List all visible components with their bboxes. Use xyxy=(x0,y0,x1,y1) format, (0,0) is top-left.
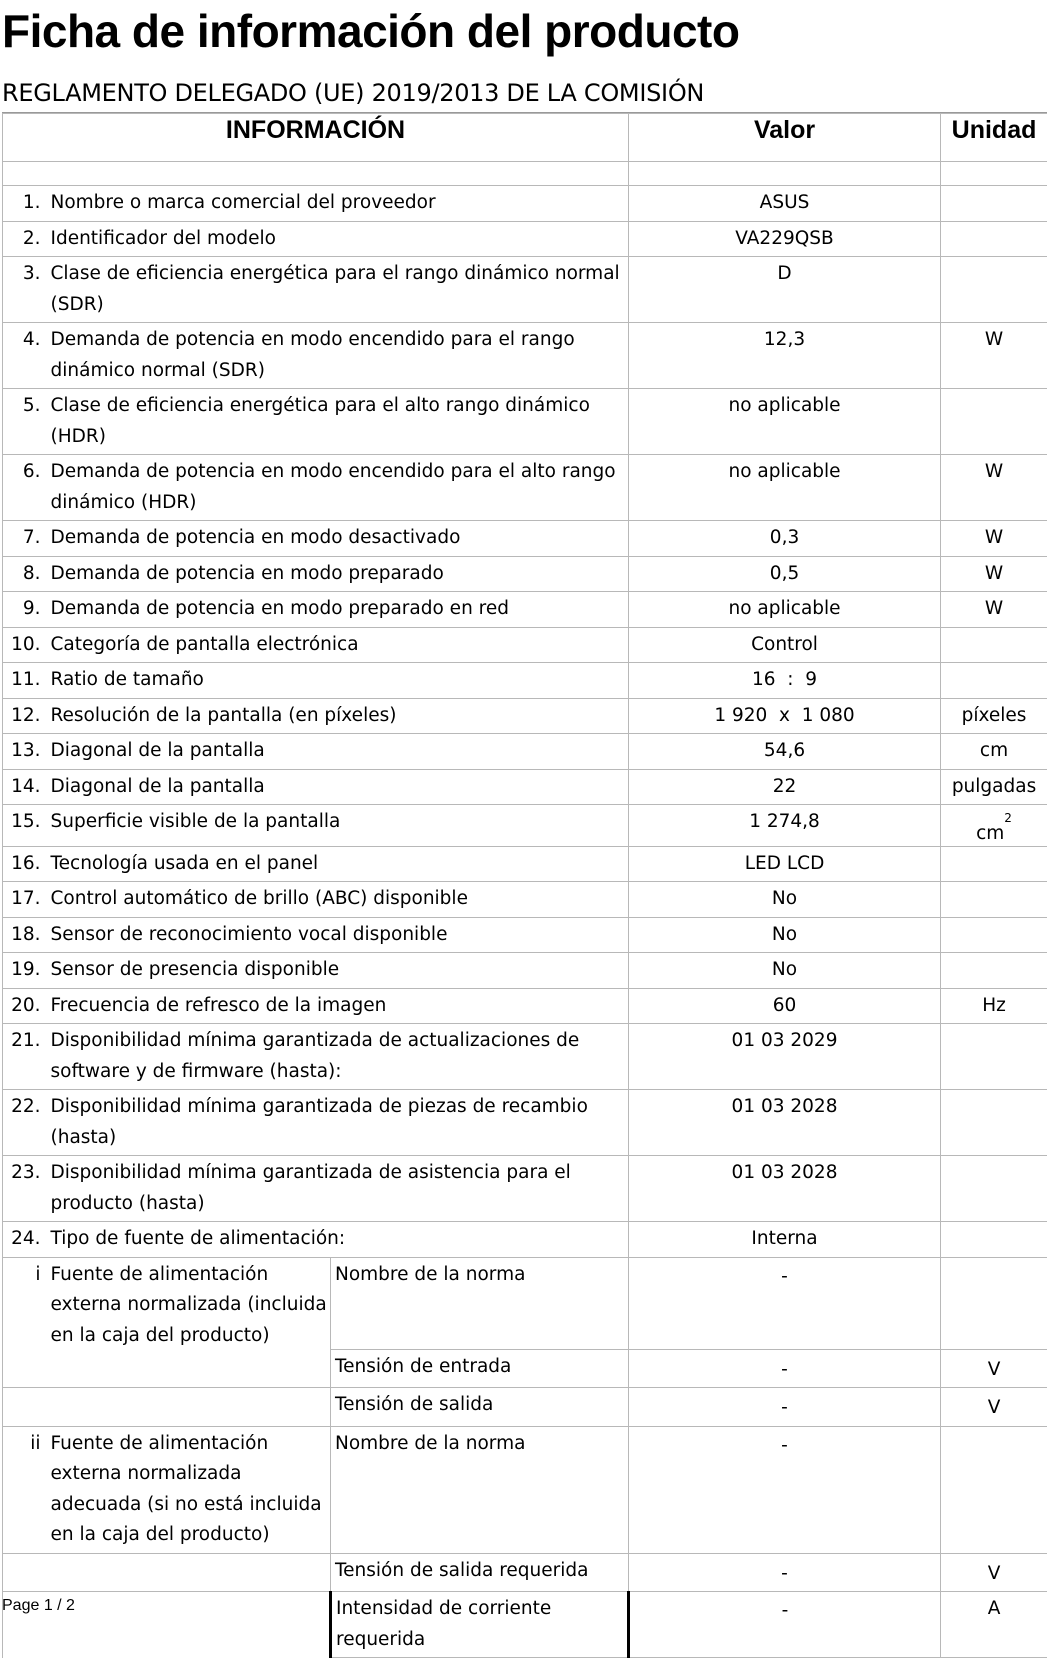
row-value: 54,6 xyxy=(629,734,941,770)
row-number: 4. xyxy=(3,323,51,389)
ps-i-row-unit: V xyxy=(941,1349,1047,1388)
row-value: Interna xyxy=(629,1222,941,1258)
row-unit xyxy=(941,221,1047,257)
row-unit xyxy=(941,1024,1047,1090)
page-footer: Page 1 / 2 xyxy=(2,1597,75,1615)
row-number: 12. xyxy=(3,698,51,734)
row-value: no aplicable xyxy=(629,455,941,521)
row-label: Demanda de potencia en modo preparado xyxy=(51,556,629,592)
table-row xyxy=(3,221,1047,257)
row-number: 10. xyxy=(3,627,51,663)
table-row xyxy=(3,257,1047,323)
table-row xyxy=(3,592,1047,628)
row-unit xyxy=(941,627,1047,663)
row-unit xyxy=(941,257,1047,323)
table-row xyxy=(3,186,1047,222)
row-value: Control xyxy=(629,627,941,663)
table-row xyxy=(3,455,1047,521)
row-unit xyxy=(941,1156,1047,1222)
empty-cell xyxy=(3,1388,331,1427)
row-value: ASUS xyxy=(629,186,941,222)
table-row xyxy=(3,988,1047,1024)
spacer-cell xyxy=(3,162,629,186)
header-unidad: Unidad xyxy=(941,114,1047,162)
row-value: 0,3 xyxy=(629,521,941,557)
row-unit: píxeles xyxy=(941,698,1047,734)
row-unit xyxy=(941,1222,1047,1258)
row-value: no aplicable xyxy=(629,389,941,455)
row-value: 01 03 2028 xyxy=(629,1090,941,1156)
row-unit: W xyxy=(941,556,1047,592)
table-row xyxy=(3,1388,1047,1427)
row-number: 15. xyxy=(3,805,51,847)
row-label: Demanda de potencia en modo desactivado xyxy=(51,521,629,557)
table-row xyxy=(3,521,1047,557)
table-row xyxy=(3,846,1047,882)
ps-i-row-value: - xyxy=(629,1388,941,1427)
table-row xyxy=(3,627,1047,663)
row-value: no aplicable xyxy=(629,592,941,628)
row-label: Clase de eficiencia energética para el rango dinámico normal (SDR) xyxy=(51,257,629,323)
row-value: D xyxy=(629,257,941,323)
table-header-row xyxy=(3,114,1047,162)
row-unit xyxy=(941,389,1047,455)
row-value: 22 xyxy=(629,769,941,805)
header-valor: Valor xyxy=(629,114,941,162)
ps-i-row-label: Nombre de la norma xyxy=(331,1257,629,1349)
row-unit xyxy=(941,186,1047,222)
row-label: Ratio de tamaño xyxy=(51,663,629,699)
table-row xyxy=(3,556,1047,592)
table-row xyxy=(3,698,1047,734)
table-row xyxy=(3,953,1047,989)
table-row xyxy=(3,1553,1047,1592)
table-row xyxy=(3,1426,1047,1553)
table-row xyxy=(3,1257,1047,1349)
row-value: VA229QSB xyxy=(629,221,941,257)
table-row xyxy=(3,1592,1047,1658)
row-number: 24. xyxy=(3,1222,51,1258)
row-unit xyxy=(941,882,1047,918)
row-unit: W xyxy=(941,592,1047,628)
ps-i-row-label: Tensión de entrada xyxy=(331,1349,629,1388)
row-value: 01 03 2029 xyxy=(629,1024,941,1090)
row-number: 7. xyxy=(3,521,51,557)
header-informacion: INFORMACIÓN xyxy=(3,114,629,162)
row-label: Sensor de reconocimiento vocal disponible xyxy=(51,917,629,953)
table-row xyxy=(3,805,1047,847)
row-number: 16. xyxy=(3,846,51,882)
row-value: LED LCD xyxy=(629,846,941,882)
table-row xyxy=(3,769,1047,805)
row-number: 3. xyxy=(3,257,51,323)
row-unit: W xyxy=(941,521,1047,557)
row-unit xyxy=(941,1090,1047,1156)
ps-ii-number: ii xyxy=(3,1426,51,1553)
ps-ii-label: Fuente de alimentación externa normalizada adecuada (si no está incluida en la caja del producto) xyxy=(51,1426,331,1553)
row-label: Nombre o marca comercial del proveedor xyxy=(51,186,629,222)
row-number: 19. xyxy=(3,953,51,989)
row-number: 6. xyxy=(3,455,51,521)
row-value: 01 03 2028 xyxy=(629,1156,941,1222)
ps-i-label: Fuente de alimentación externa normalizada (incluida en la caja del producto) xyxy=(51,1257,331,1388)
row-unit: pulgadas xyxy=(941,769,1047,805)
page-subtitle: REGLAMENTO DELEGADO (UE) 2019/2013 DE LA COMISIÓN xyxy=(2,76,704,110)
ps-i-row-unit: V xyxy=(941,1388,1047,1427)
ps-i-number: i xyxy=(3,1257,51,1388)
ps-i-row-label: Tensión de salida xyxy=(331,1388,629,1427)
row-label: Control automático de brillo (ABC) disponible xyxy=(51,882,629,918)
row-label: Disponibilidad mínima garantizada de actualizaciones de software y de firmware (hasta): xyxy=(51,1024,629,1090)
ps-i-row-unit xyxy=(941,1257,1047,1349)
row-unit-superscript: 2 xyxy=(1004,811,1012,825)
spacer-cell xyxy=(941,162,1047,186)
page-title: Ficha de información del producto xyxy=(2,0,739,62)
ps-ii-row-unit xyxy=(941,1426,1047,1553)
row-unit xyxy=(941,917,1047,953)
ps-i-row-value: - xyxy=(629,1349,941,1388)
table-row xyxy=(3,917,1047,953)
row-label: Diagonal de la pantalla xyxy=(51,734,629,770)
table-row xyxy=(3,323,1047,389)
row-number: 5. xyxy=(3,389,51,455)
table-row xyxy=(3,882,1047,918)
row-label: Sensor de presencia disponible xyxy=(51,953,629,989)
row-label: Identificador del modelo xyxy=(51,221,629,257)
row-unit-base: cm xyxy=(976,823,1004,844)
row-value: No xyxy=(629,882,941,918)
row-number: 13. xyxy=(3,734,51,770)
row-unit xyxy=(941,953,1047,989)
row-label: Disponibilidad mínima garantizada de piezas de recambio (hasta) xyxy=(51,1090,629,1156)
product-info-table xyxy=(2,113,1047,1658)
row-number: 20. xyxy=(3,988,51,1024)
row-label: Demanda de potencia en modo encendido para el alto rango dinámico (HDR) xyxy=(51,455,629,521)
row-value: No xyxy=(629,917,941,953)
row-number: 18. xyxy=(3,917,51,953)
row-value: 12,3 xyxy=(629,323,941,389)
row-number: 9. xyxy=(3,592,51,628)
row-unit: W xyxy=(941,455,1047,521)
ps-ii-row-value: - xyxy=(629,1592,941,1658)
row-unit xyxy=(941,663,1047,699)
row-number: 21. xyxy=(3,1024,51,1090)
main-rows xyxy=(3,186,1047,1258)
row-label: Frecuencia de refresco de la imagen xyxy=(51,988,629,1024)
empty-cell xyxy=(3,1553,331,1592)
row-label: Clase de eficiencia energética para el alto rango dinámico (HDR) xyxy=(51,389,629,455)
row-number: 8. xyxy=(3,556,51,592)
row-number: 14. xyxy=(3,769,51,805)
row-value: 0,5 xyxy=(629,556,941,592)
table-row xyxy=(3,1024,1047,1090)
row-number: 23. xyxy=(3,1156,51,1222)
row-number: 1. xyxy=(3,186,51,222)
row-label: Categoría de pantalla electrónica xyxy=(51,627,629,663)
row-label: Superficie visible de la pantalla xyxy=(51,805,629,847)
row-unit xyxy=(941,846,1047,882)
row-value: 60 xyxy=(629,988,941,1024)
row-label: Demanda de potencia en modo encendido para el rango dinámico normal (SDR) xyxy=(51,323,629,389)
ps-i-row-value: - xyxy=(629,1257,941,1349)
ps-ii-row-label: Tensión de salida requerida xyxy=(331,1553,629,1592)
row-unit: cm xyxy=(941,734,1047,770)
ps-ii-row-label: Nombre de la norma xyxy=(331,1426,629,1553)
header-spacer-row xyxy=(3,162,1047,186)
power-supply-rows xyxy=(3,1257,1047,1658)
row-value: 1 274,8 xyxy=(629,805,941,847)
table-row xyxy=(3,389,1047,455)
table-row xyxy=(3,1090,1047,1156)
table-row xyxy=(3,663,1047,699)
row-value: 1 920 x 1 080 xyxy=(629,698,941,734)
ps-ii-row-unit: V xyxy=(941,1553,1047,1592)
row-number: 17. xyxy=(3,882,51,918)
row-unit: W xyxy=(941,323,1047,389)
row-number: 2. xyxy=(3,221,51,257)
table-row xyxy=(3,734,1047,770)
row-unit xyxy=(941,805,1047,847)
row-value: 16 : 9 xyxy=(629,663,941,699)
ps-ii-row-label: Intensidad de corriente requerida xyxy=(331,1592,629,1658)
row-value: No xyxy=(629,953,941,989)
row-unit: Hz xyxy=(941,988,1047,1024)
row-label: Demanda de potencia en modo preparado en red xyxy=(51,592,629,628)
row-label: Diagonal de la pantalla xyxy=(51,769,629,805)
table-row xyxy=(3,1156,1047,1222)
row-number: 22. xyxy=(3,1090,51,1156)
ps-ii-row-value: - xyxy=(629,1426,941,1553)
spacer-cell xyxy=(629,162,941,186)
row-label: Tecnología usada en el panel xyxy=(51,846,629,882)
row-label: Tipo de fuente de alimentación: xyxy=(51,1222,629,1258)
ps-ii-row-unit: A xyxy=(941,1592,1047,1658)
row-label: Resolución de la pantalla (en píxeles) xyxy=(51,698,629,734)
ps-ii-row-value: - xyxy=(629,1553,941,1592)
row-number: 11. xyxy=(3,663,51,699)
row-label: Disponibilidad mínima garantizada de asistencia para el producto (hasta) xyxy=(51,1156,629,1222)
table-row xyxy=(3,1222,1047,1258)
